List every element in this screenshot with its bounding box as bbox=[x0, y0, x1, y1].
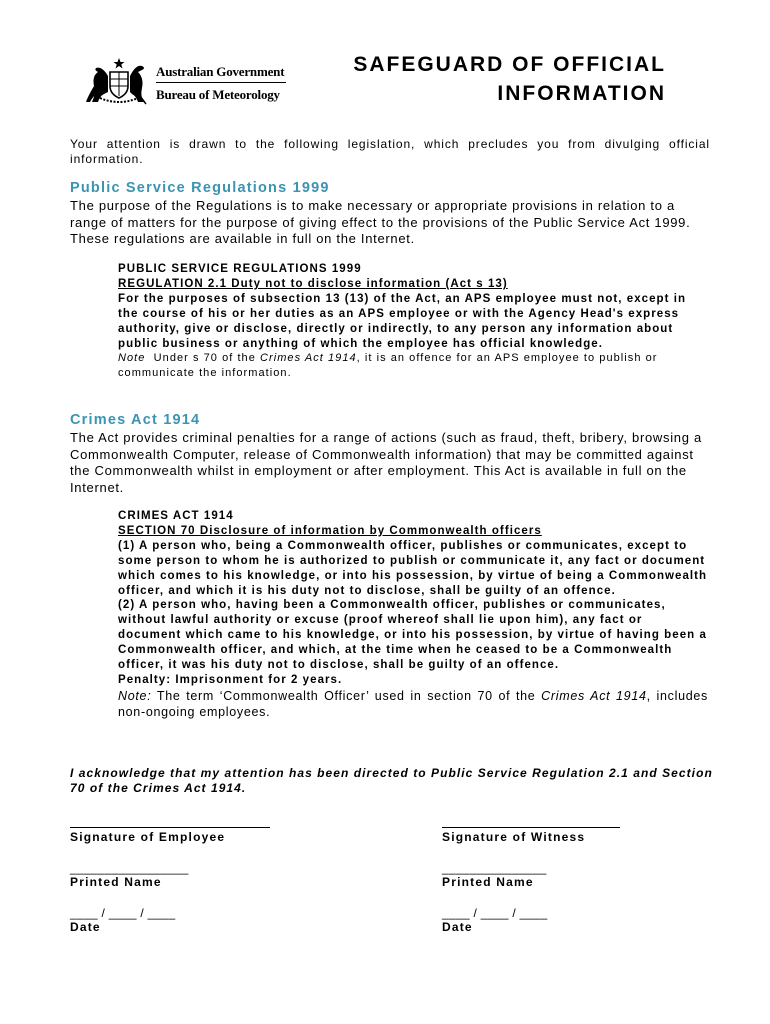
crimes-act-note bbox=[118, 688, 708, 721]
employee-printed-name-label: Printed Name bbox=[70, 875, 162, 889]
witness-date-line[interactable]: ____ / ____ / ____ bbox=[442, 906, 548, 920]
regulation-quote-text: For the purposes of subsection 13 (13) of the Act, an APS employee must not, except in the course of his or her duties as an APS employee or with the Agency Head's express authority, give or disclose, directly or indirectly, to any person any information about public business or anything of which the employee has official knowledge. bbox=[118, 292, 687, 350]
crimes-act-para-1: (1) A person who, being a Commonwealth officer, publishes or communicates, except to some person to whom he is authorized to publish or communicate it, any fact or document which comes to his knowledge, or into his possession, by virtue of being a Commonwealth officer, and which it is his duty not to disclose, shall be guilty of an offence. bbox=[118, 539, 708, 597]
witness-printed-name-label: Printed Name bbox=[442, 875, 534, 889]
employee-date-label: Date bbox=[70, 920, 101, 934]
employee-signature-label: Signature of Employee bbox=[70, 830, 226, 844]
section-body-crimes-act: The Act provides criminal penalties for a range of actions (such as fraud, theft, bribery, browsing a Commonwealth Computer, release of Commonwealth information) that may be committed against the Commonwealth whilst in employment or after employment. This Act is available in full on the Internet. bbox=[70, 430, 702, 495]
crimes-act-quote-title: CRIMES ACT 1914 bbox=[118, 510, 234, 522]
employee-date-line[interactable]: ____ / ____ / ____ bbox=[70, 906, 176, 920]
acknowledgement-statement: I acknowledge that my attention has been directed to Public Service Regulation 2.1 and Section 70 of the Crimes Act 1914. bbox=[70, 766, 713, 795]
intro-paragraph: Your attention is drawn to the following legislation, which precludes you from divulging official information. bbox=[70, 137, 710, 166]
australian-government-logo bbox=[86, 56, 306, 106]
regulation-note-label: Note bbox=[118, 352, 146, 365]
crimes-act-note-pre: The term ‘Commonwealth Officer’ used in section 70 of the bbox=[156, 688, 536, 703]
regulation-note-pre: Under s 70 of the bbox=[153, 352, 256, 365]
regulation-quote-title: PUBLIC SERVICE REGULATIONS 1999 bbox=[118, 263, 362, 275]
regulation-note-act: Crimes Act 1914 bbox=[260, 352, 357, 365]
witness-signature-line[interactable] bbox=[442, 827, 620, 828]
employee-signature-line[interactable] bbox=[70, 827, 270, 828]
regulation-note-post: , it is an offence for an APS employee to publish or communicate the information. bbox=[118, 352, 658, 380]
crimes-act-note-act: Crimes Act 1914 bbox=[541, 688, 647, 703]
crimes-act-quote-subtitle: SECTION 70 Disclosure of information by Commonwealth officers bbox=[118, 524, 542, 537]
section-heading-public-service: Public Service Regulations 1999 bbox=[70, 180, 330, 196]
regulation-note bbox=[118, 351, 708, 381]
document-title bbox=[353, 50, 666, 108]
witness-signature-label: Signature of Witness bbox=[442, 830, 586, 844]
regulation-quote bbox=[118, 262, 708, 381]
witness-printed-name-line[interactable]: _______________ bbox=[442, 861, 547, 875]
employee-printed-name-line[interactable]: _________________ bbox=[70, 861, 189, 875]
title-line-2: INFORMATION bbox=[497, 82, 666, 105]
logo-bureau-text: Bureau of Meteorology bbox=[156, 87, 280, 102]
section-heading-crimes-act: Crimes Act 1914 bbox=[70, 412, 201, 428]
crimes-act-penalty: Penalty: Imprisonment for 2 years. bbox=[118, 673, 343, 686]
logo-divider bbox=[156, 82, 286, 83]
witness-date-label: Date bbox=[442, 920, 473, 934]
crimes-act-note-post: , includes non-ongoing employees. bbox=[118, 688, 708, 720]
crimes-act-para-2: (2) A person who, having been a Commonwealth officer, publishes or communicates, without lawful authority or excuse (proof whereof shall lie upon him), any fact or document which came to his knowledge, or into his possession, by virtue of having been a Commonwealth officer, and which, at the time when he ceased to be a Commonwealth officer, it was his duty not to disclose, shall be guilty of an offence. bbox=[118, 599, 707, 672]
regulation-quote-subtitle: REGULATION 2.1 Duty not to disclose information (Act s 13) bbox=[118, 277, 508, 290]
crimes-act-quote bbox=[118, 509, 708, 721]
crimes-act-note-label: Note: bbox=[118, 688, 152, 703]
logo-government-text: Australian Government bbox=[156, 64, 285, 79]
section-body-public-service: The purpose of the Regulations is to make necessary or appropriate provisions in relation to a range of matters for the purpose of giving effect to the provisions of the Public Service Act 1999. These regulations are available in full on the Internet. bbox=[70, 198, 691, 246]
coat-of-arms-icon bbox=[86, 56, 152, 106]
title-line-1: SAFEGUARD OF OFFICIAL bbox=[353, 53, 666, 76]
